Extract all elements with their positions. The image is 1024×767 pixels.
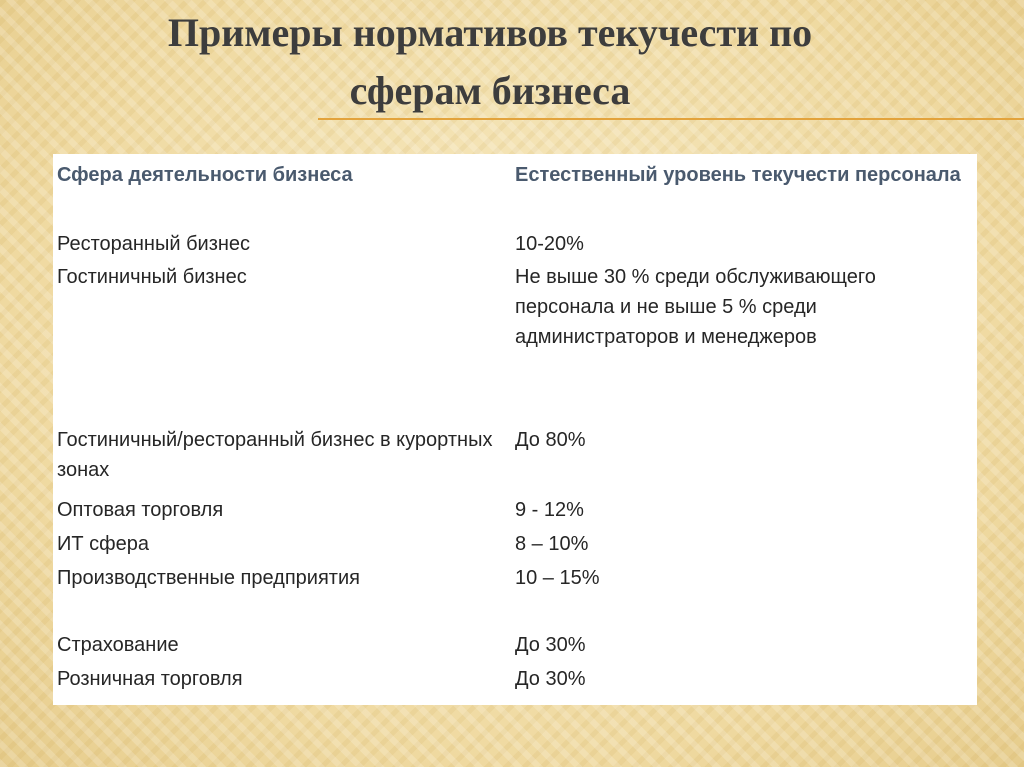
slide-title-line-2: сферам бизнеса <box>349 68 631 113</box>
table-row <box>53 630 977 664</box>
title-underline <box>318 118 1024 120</box>
turnover-cell: 9 - 12% <box>515 499 584 521</box>
sector-cell: Розничная торговля <box>57 668 243 690</box>
table-row <box>53 425 977 495</box>
sector-cell: Оптовая торговля <box>57 499 224 521</box>
table-row <box>53 664 977 705</box>
turnover-cell: 10-20% <box>515 233 584 255</box>
table-row <box>53 262 977 425</box>
turnover-table <box>53 154 977 705</box>
turnover-table-panel <box>53 154 977 705</box>
sector-cell: Страхование <box>57 634 179 656</box>
header-natural-turnover: Естественный уровень текучести персонала <box>515 164 961 186</box>
table-row <box>53 563 977 630</box>
table-row <box>53 529 977 563</box>
turnover-cell: Не выше 30 % среди обслуживающего персонала и не выше 5 % среди администраторов и менеджеров <box>515 266 876 348</box>
sector-cell: Гостиничный бизнес <box>57 266 247 288</box>
turnover-cell: До 30% <box>515 634 586 656</box>
sector-cell: ИТ сфера <box>57 533 149 555</box>
table-row <box>53 495 977 529</box>
table-row <box>53 229 977 262</box>
header-business-sector: Сфера деятельности бизнеса <box>57 164 353 186</box>
sector-cell: Гостиничный/ресторанный бизнес в курортных зонах <box>57 429 493 481</box>
turnover-cell: До 80% <box>515 429 586 451</box>
sector-cell: Ресторанный бизнес <box>57 233 251 255</box>
slide-title <box>60 4 920 120</box>
turnover-cell: 10 – 15% <box>515 567 600 589</box>
turnover-cell: 8 – 10% <box>515 533 589 555</box>
sector-cell: Производственные предприятия <box>57 567 360 589</box>
turnover-cell: До 30% <box>515 668 586 690</box>
slide-title-line-1: Примеры нормативов текучести по <box>167 10 813 55</box>
table-header-row <box>53 154 977 229</box>
